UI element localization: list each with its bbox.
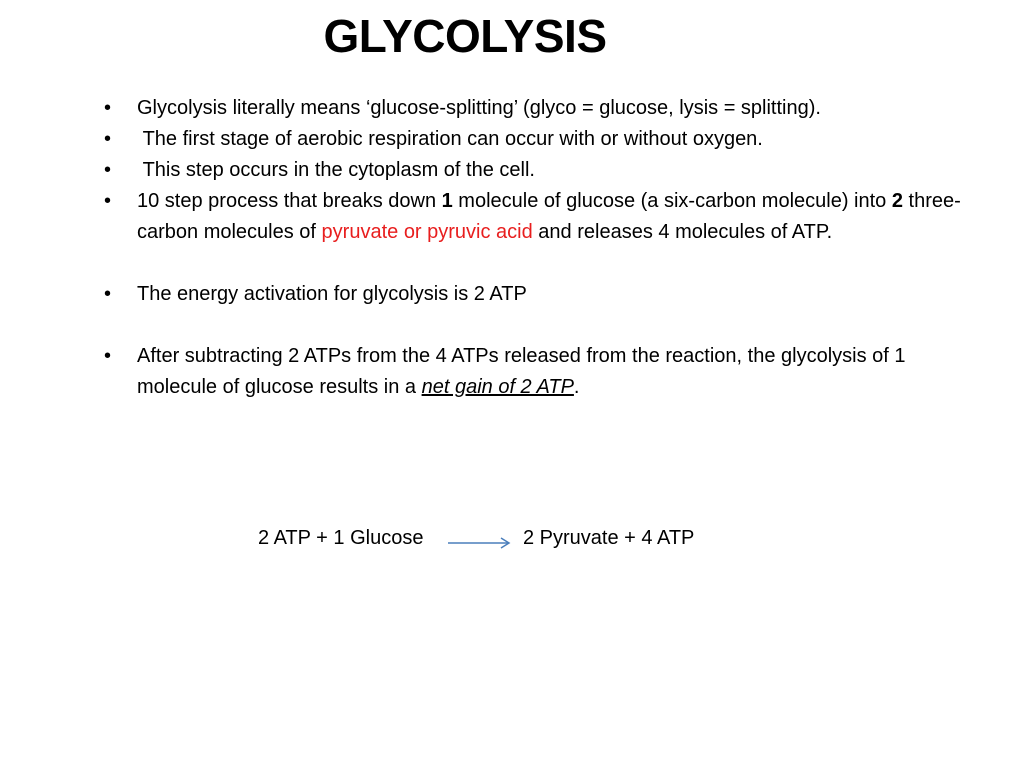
bullet-item [100,93,980,124]
equation-products: 2 Pyruvate + 4 ATP [523,527,695,549]
bullet-item [100,124,980,155]
right-arrow-icon [447,529,511,560]
bullet-text: The energy activation for glycolysis is 2 ATP [137,283,527,305]
bullet-list [100,93,980,403]
highlighted-term: pyruvate or pyruvic acid [321,221,533,243]
bullet-text-segment: 10 step process that breaks down [137,190,442,212]
bullet-text-segment: . [573,376,580,398]
bullet-text-segment: After subtracting 2 ATPs from the 4 ATPs released from the reaction, the glycolysis of 1 molecule of glucose results in a [137,345,906,398]
bullet-item [100,341,980,403]
bullet-item [100,279,980,310]
bullet-text: The first stage of aerobic respiration can occur with or without oxygen. [142,128,763,150]
bullet-text-segment: three-carbon molecules of [137,190,961,243]
bullet-item [100,186,980,248]
bold-number: 1 [441,190,453,212]
bullet-item [100,155,980,186]
emphasized-term: net gain of 2 ATP [421,376,574,398]
slide-title: GLYCOLYSIS [323,10,607,62]
bullet-text-segment: molecule of glucose (a six-carbon molecule) into [452,190,892,212]
bold-number: 2 [891,190,903,212]
reaction-equation [0,523,1024,555]
bullet-text-segment: and releases 4 molecules of ATP. [532,221,833,243]
equation-reactants: 2 ATP + 1 Glucose [258,527,424,549]
bullet-text: This step occurs in the cytoplasm of the cell. [142,159,535,181]
bullet-text: Glycolysis literally means ‘glucose-splitting’ (glyco = glucose, lysis = splitting). [137,97,821,119]
